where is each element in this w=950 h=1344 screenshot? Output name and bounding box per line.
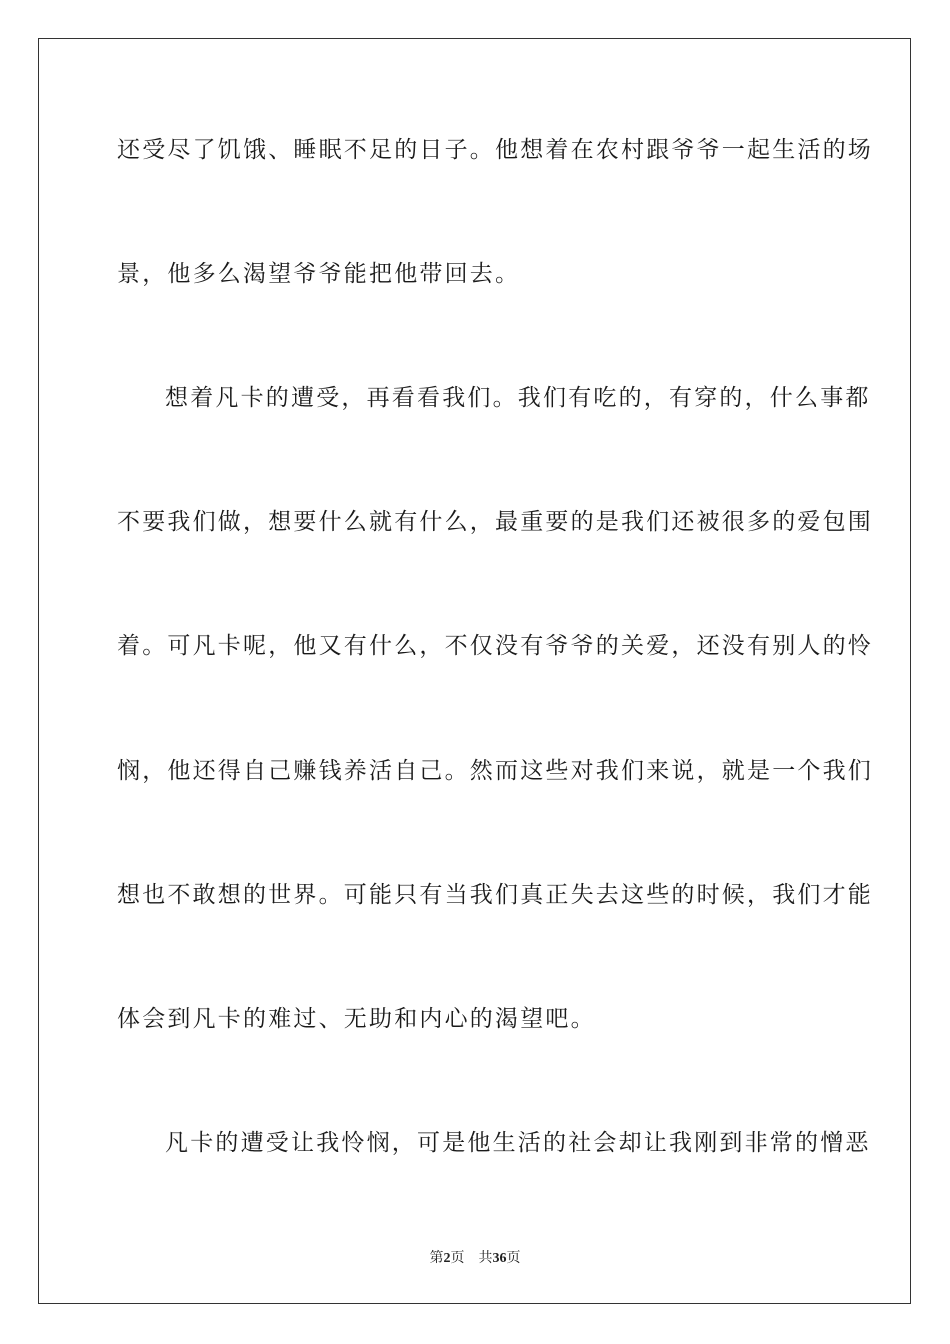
page-footer [0,1247,950,1267]
page-label-suffix: 页 [450,1251,465,1266]
total-pages: 36 [492,1251,507,1266]
text-line-7: 想也不敢想的世界。可能只有当我们真正失去这些的时候，我们才能 [117,882,873,908]
text-line-5: 着。可凡卡呢，他又有什么，不仅没有爷爷的关爱，还没有别人的怜 [117,633,873,659]
text-line-4: 不要我们做，想要什么就有什么，最重要的是我们还被很多的爱包围 [117,509,873,535]
text-line-9: 凡卡的遭受让我怜悯，可是他生活的社会却让我刚到非常的憎恶 [165,1130,871,1156]
page-number: 2 [443,1251,451,1266]
total-label-prefix: 共 [478,1251,493,1266]
text-line-1: 还受尽了饥饿、睡眠不足的日子。他想着在农村跟爷爷一起生活的场 [117,137,873,163]
text-line-3: 想着凡卡的遭受，再看看我们。我们有吃的，有穿的，什么事都 [165,385,871,411]
page-label-prefix: 第 [429,1251,444,1266]
text-line-8: 体会到凡卡的难过、无助和内心的渴望吧。 [117,1006,596,1032]
text-line-6: 悯，他还得自己赚钱养活自己。然而这些对我们来说，就是一个我们 [117,758,873,784]
text-line-2: 景，他多么渴望爷爷能把他带回去。 [117,261,521,287]
page-border [38,38,911,1304]
total-label-suffix: 页 [506,1251,521,1266]
